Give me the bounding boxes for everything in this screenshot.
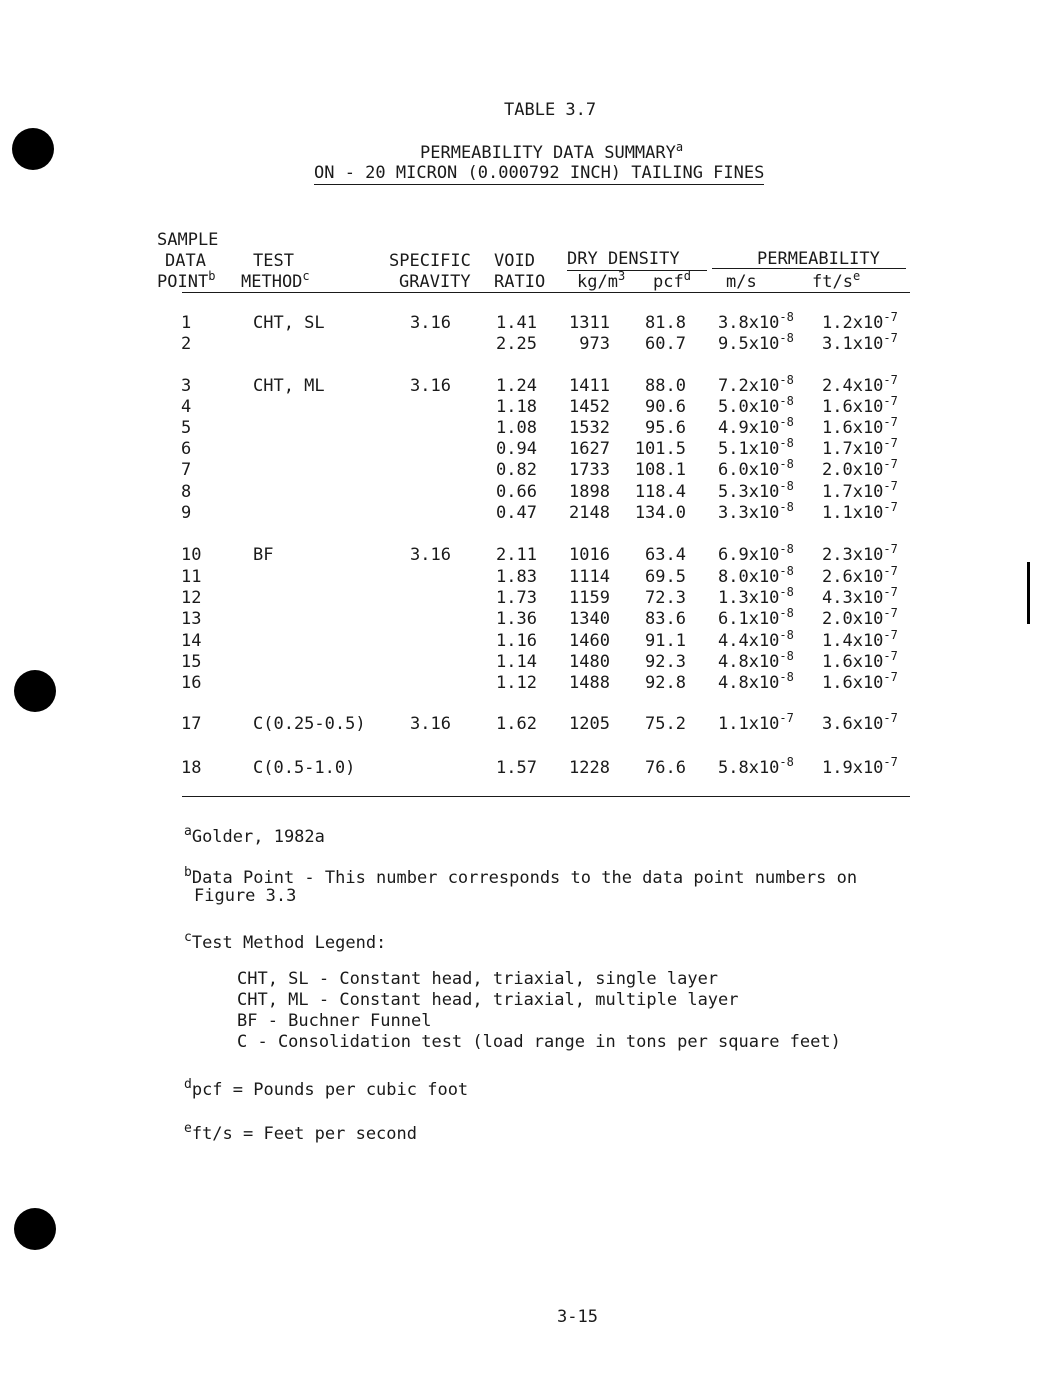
footnote-b: $^b$Data Point - This number corresponds to the data point numbers on: [184, 865, 858, 888]
cell-point: 12: [181, 588, 202, 608]
cell-kg: 1452: [569, 397, 610, 417]
cell-void: 1.24: [496, 376, 537, 396]
table-bottom-rule: [182, 796, 910, 797]
footnote-d: $^d$pcf = Pounds per cubic foot: [184, 1077, 469, 1100]
cell-kg: 1228: [569, 758, 610, 778]
cell-point: 14: [181, 631, 202, 651]
cell-fts: $4.3x10^{-7}$: [822, 585, 898, 608]
cell-ms: $8.0x10^{-8}$: [718, 564, 794, 587]
cell-void: 2.25: [496, 334, 537, 354]
cell-fts: $2.0x10^{-7}$: [822, 457, 898, 480]
cell-kg: 973: [579, 334, 610, 354]
cell-fts: $2.4x10^{-7}$: [822, 373, 898, 396]
table-number: TABLE 3.7: [504, 100, 597, 120]
footnote-c: $^c$Test Method Legend:: [184, 930, 387, 953]
cell-kg: 1532: [569, 418, 610, 438]
cell-fts: $3.6x10^{-7}$: [822, 711, 898, 734]
cell-kg: 1488: [569, 673, 610, 693]
cell-ms: $7.2x10^{-8}$: [718, 373, 794, 396]
cell-kg: 1205: [569, 714, 610, 734]
cell-kg: 1460: [569, 631, 610, 651]
header-ms: m/s: [726, 272, 757, 292]
cell-pcf: 108.1: [634, 460, 686, 480]
legend-item: CHT, SL - Constant head, triaxial, single layer: [237, 969, 719, 989]
header-point: POINT$^b$: [157, 269, 216, 292]
cell-point: 1: [181, 313, 192, 333]
cell-point: 8: [181, 482, 192, 502]
cell-point: 7: [181, 460, 192, 480]
cell-pcf: 81.8: [645, 313, 686, 333]
cell-method: C(0.25-0.5): [253, 714, 366, 734]
cell-kg: 1898: [569, 482, 610, 502]
cell-method: CHT, ML: [253, 376, 325, 396]
cell-ms: $1.3x10^{-8}$: [718, 585, 794, 608]
cell-pcf: 60.7: [645, 334, 686, 354]
legend-item: BF - Buchner Funnel: [237, 1011, 432, 1031]
cell-ms: $4.8x10^{-8}$: [718, 670, 794, 693]
cell-fts: $1.6x10^{-7}$: [822, 670, 898, 693]
cell-fts: $1.9x10^{-7}$: [822, 755, 898, 778]
cell-pcf: 83.6: [645, 609, 686, 629]
binder-hole-bottom: [14, 1208, 56, 1250]
cell-pcf: 72.3: [645, 588, 686, 608]
header-permeability: PERMEABILITY: [757, 249, 880, 269]
cell-void: 1.62: [496, 714, 537, 734]
cell-pcf: 95.6: [645, 418, 686, 438]
cell-fts: $1.4x10^{-7}$: [822, 628, 898, 651]
cell-pcf: 75.2: [645, 714, 686, 734]
header-dry-density: DRY DENSITY: [567, 249, 707, 271]
cell-pcf: 92.3: [645, 652, 686, 672]
cell-fts: $1.2x10^{-7}$: [822, 310, 898, 333]
cell-void: 1.41: [496, 313, 537, 333]
cell-fts: $1.7x10^{-7}$: [822, 479, 898, 502]
cell-fts: $3.1x10^{-7}$: [822, 331, 898, 354]
header-permeability-rule: [712, 268, 906, 269]
header-void: VOID: [494, 251, 535, 271]
cell-point: 18: [181, 758, 202, 778]
cell-ms: $5.0x10^{-8}$: [718, 394, 794, 417]
cell-pcf: 88.0: [645, 376, 686, 396]
cell-point: 6: [181, 439, 192, 459]
cell-gravity: 3.16: [410, 545, 451, 565]
cell-kg: 1114: [569, 567, 610, 587]
cell-void: 2.11: [496, 545, 537, 565]
cell-ms: $6.1x10^{-8}$: [718, 606, 794, 629]
cell-pcf: 63.4: [645, 545, 686, 565]
header-gravity: GRAVITY: [399, 272, 471, 292]
cell-pcf: 134.0: [634, 503, 686, 523]
cell-ms: $4.9x10^{-8}$: [718, 415, 794, 438]
cell-ms: $4.4x10^{-8}$: [718, 628, 794, 651]
cell-void: 0.66: [496, 482, 537, 502]
cell-ms: $9.5x10^{-8}$: [718, 331, 794, 354]
cell-fts: $1.6x10^{-7}$: [822, 649, 898, 672]
cell-point: 17: [181, 714, 202, 734]
cell-pcf: 90.6: [645, 397, 686, 417]
cell-point: 13: [181, 609, 202, 629]
cell-void: 0.94: [496, 439, 537, 459]
cell-ms: $5.1x10^{-8}$: [718, 436, 794, 459]
cell-ms: $6.0x10^{-8}$: [718, 457, 794, 480]
binder-hole-top: [12, 128, 54, 170]
cell-void: 1.83: [496, 567, 537, 587]
cell-pcf: 91.1: [645, 631, 686, 651]
cell-void: 1.14: [496, 652, 537, 672]
header-fts: $ft/s^e$: [812, 269, 861, 292]
cell-kg: 2148: [569, 503, 610, 523]
cell-ms: $3.8x10^{-8}$: [718, 310, 794, 333]
cell-point: 2: [181, 334, 192, 354]
revision-bar: [1027, 562, 1030, 624]
cell-point: 9: [181, 503, 192, 523]
legend-item: CHT, ML - Constant head, triaxial, multiple layer: [237, 990, 739, 1010]
cell-void: 0.47: [496, 503, 537, 523]
cell-pcf: 92.8: [645, 673, 686, 693]
cell-pcf: 69.5: [645, 567, 686, 587]
cell-fts: $2.6x10^{-7}$: [822, 564, 898, 587]
cell-point: 11: [181, 567, 202, 587]
cell-kg: 1159: [569, 588, 610, 608]
cell-kg: 1340: [569, 609, 610, 629]
cell-gravity: 3.16: [410, 714, 451, 734]
cell-kg: 1627: [569, 439, 610, 459]
cell-ms: $1.1x10^{-7}$: [718, 711, 794, 734]
cell-kg: 1733: [569, 460, 610, 480]
cell-kg: 1311: [569, 313, 610, 333]
cell-gravity: 3.16: [410, 376, 451, 396]
cell-gravity: 3.16: [410, 313, 451, 333]
cell-fts: $1.7x10^{-7}$: [822, 436, 898, 459]
header-sample: SAMPLE: [157, 230, 219, 250]
header-rule: [182, 292, 910, 293]
cell-void: 1.73: [496, 588, 537, 608]
cell-void: 1.57: [496, 758, 537, 778]
cell-ms: $4.8x10^{-8}$: [718, 649, 794, 672]
cell-void: 1.08: [496, 418, 537, 438]
header-method: METHOD$^c$: [241, 269, 310, 292]
table-title-line2: ON - 20 MICRON (0.000792 INCH) TAILING FINES: [314, 163, 765, 183]
cell-fts: $2.0x10^{-7}$: [822, 606, 898, 629]
cell-pcf: 101.5: [634, 439, 686, 459]
cell-point: 3: [181, 376, 192, 396]
page-number: 3-15: [557, 1307, 598, 1327]
table-title-line1: PERMEABILITY DATA SUMMARY$^a$: [420, 140, 684, 163]
legend-item: C - Consolidation test (load range in tons per square feet): [237, 1032, 841, 1052]
cell-kg: 1411: [569, 376, 610, 396]
cell-fts: $2.3x10^{-7}$: [822, 542, 898, 565]
cell-fts: $1.1x10^{-7}$: [822, 500, 898, 523]
cell-point: 5: [181, 418, 192, 438]
header-data: DATA: [165, 251, 206, 271]
cell-void: 1.16: [496, 631, 537, 651]
cell-ms: $3.3x10^{-8}$: [718, 500, 794, 523]
cell-fts: $1.6x10^{-7}$: [822, 415, 898, 438]
cell-fts: $1.6x10^{-7}$: [822, 394, 898, 417]
cell-pcf: 118.4: [634, 482, 686, 502]
cell-method: C(0.5-1.0): [253, 758, 356, 778]
footnote-e: $^e$ft/s = Feet per second: [184, 1121, 417, 1144]
header-ratio: RATIO: [494, 272, 546, 292]
cell-void: 1.12: [496, 673, 537, 693]
cell-ms: $5.8x10^{-8}$: [718, 755, 794, 778]
cell-ms: $5.3x10^{-8}$: [718, 479, 794, 502]
footnote-a: $^a$Golder, 1982a: [184, 824, 325, 847]
cell-point: 10: [181, 545, 202, 565]
cell-void: 1.18: [496, 397, 537, 417]
cell-void: 1.36: [496, 609, 537, 629]
cell-kg: 1480: [569, 652, 610, 672]
cell-method: CHT, SL: [253, 313, 325, 333]
cell-ms: $6.9x10^{-8}$: [718, 542, 794, 565]
header-specific: SPECIFIC: [389, 251, 471, 271]
cell-pcf: 76.6: [645, 758, 686, 778]
cell-point: 4: [181, 397, 192, 417]
cell-void: 0.82: [496, 460, 537, 480]
header-test: TEST: [253, 251, 294, 271]
header-pcf: pcf$^d$: [653, 269, 691, 292]
cell-point: 16: [181, 673, 202, 693]
cell-kg: 1016: [569, 545, 610, 565]
cell-method: BF: [253, 545, 274, 565]
binder-hole-middle: [14, 670, 56, 712]
footnote-b-cont: Figure 3.3: [194, 886, 297, 906]
header-kgm3: $kg/m^3$: [577, 269, 626, 292]
cell-point: 15: [181, 652, 202, 672]
